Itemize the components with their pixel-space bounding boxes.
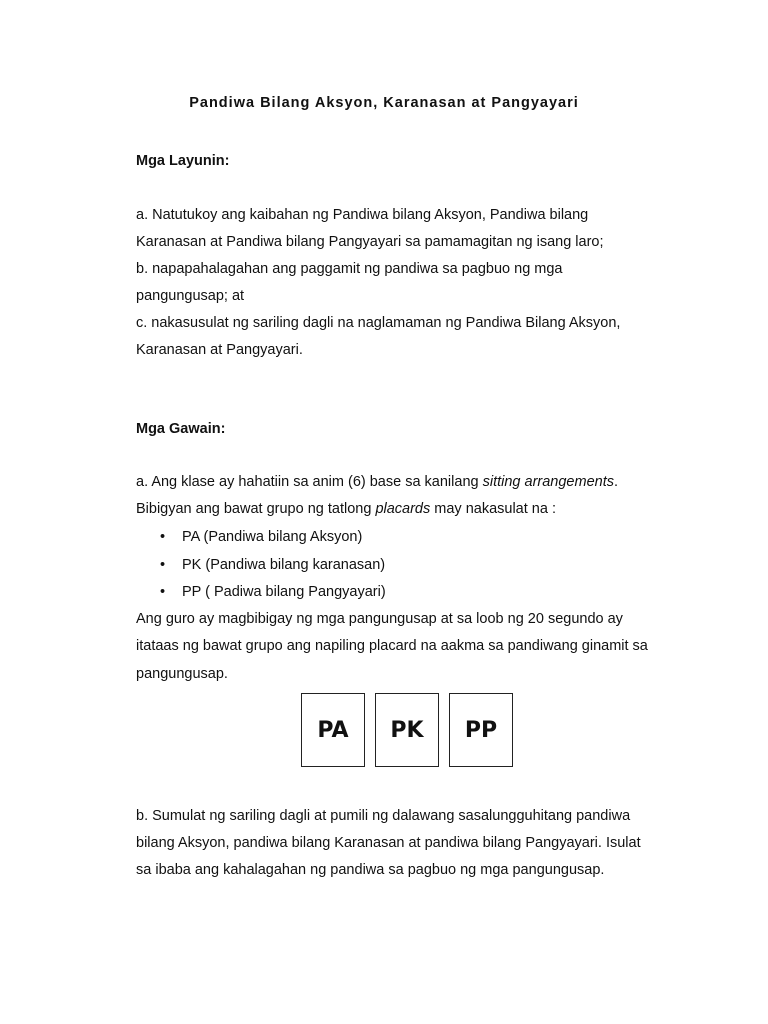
placard-pa: PA bbox=[301, 693, 365, 767]
emphasis-text: placards bbox=[375, 501, 431, 517]
gawain-b-line: b. Sumulat ng sariling dagli at pumili ng dalawang sasalungguhitang pandiwa bbox=[136, 808, 631, 824]
gawain-a-line bbox=[136, 474, 618, 490]
page-title: Pandiwa Bilang Aksyon, Karanasan at Pangyayari bbox=[189, 95, 579, 111]
layunin-line: b. napapahalagahan ang paggamit ng pandiwa sa pagbuo ng mga bbox=[136, 261, 563, 277]
placard-pp: PP bbox=[449, 693, 513, 767]
gawain-line: Ang guro ay magbibigay ng mga pangungusap at sa loob ng 20 segundo ay bbox=[136, 611, 623, 627]
bullet-dot-icon: • bbox=[160, 529, 166, 545]
bullet-dot-icon: • bbox=[160, 584, 166, 600]
bullet-text: PK (Pandiwa bilang karanasan) bbox=[182, 557, 386, 573]
placard-pk: PK bbox=[375, 693, 439, 767]
layunin-line: pangungusap; at bbox=[136, 288, 245, 304]
gawain-line: pangungusap. bbox=[136, 666, 228, 682]
bullet-dot-icon: • bbox=[160, 557, 166, 573]
layunin-line: c. nakasusulat ng sariling dagli na naglamaman ng Pandiwa Bilang Aksyon, bbox=[136, 315, 621, 331]
layunin-line: a. Natutukoy ang kaibahan ng Pandiwa bilang Aksyon, Pandiwa bilang bbox=[136, 207, 589, 223]
gawain-b-line: bilang Aksyon, pandiwa bilang Karanasan at pandiwa bilang Pangyayari. Isulat bbox=[136, 835, 641, 851]
gawain-line: itataas ng bawat grupo ang napiling placard na aakma sa pandiwang ginamit sa bbox=[136, 638, 648, 654]
bullet-text: PA (Pandiwa bilang Aksyon) bbox=[182, 529, 363, 545]
text-segment: may nakasulat na : bbox=[430, 501, 556, 517]
gawain-heading: Mga Gawain: bbox=[136, 421, 226, 437]
gawain-b-line: sa ibaba ang kahalagahan ng pandiwa sa pagbuo ng mga pangungusap. bbox=[136, 862, 605, 878]
layunin-heading: Mga Layunin: bbox=[136, 153, 230, 169]
bullet-text: PP ( Padiwa bilang Pangyayari) bbox=[182, 584, 386, 600]
emphasis-text: sitting arrangements bbox=[482, 474, 614, 490]
text-segment: a. Ang klase ay hahatiin sa anim (6) base sa kanilang bbox=[136, 474, 483, 490]
layunin-line: Karanasan at Pandiwa bilang Pangyayari sa pamamagitan ng isang laro; bbox=[136, 234, 604, 250]
text-segment: . bbox=[613, 474, 619, 490]
gawain-a-line bbox=[136, 501, 556, 517]
text-segment: Bibigyan ang bawat grupo ng tatlong bbox=[136, 501, 376, 517]
layunin-line: Karanasan at Pangyayari. bbox=[136, 342, 303, 358]
